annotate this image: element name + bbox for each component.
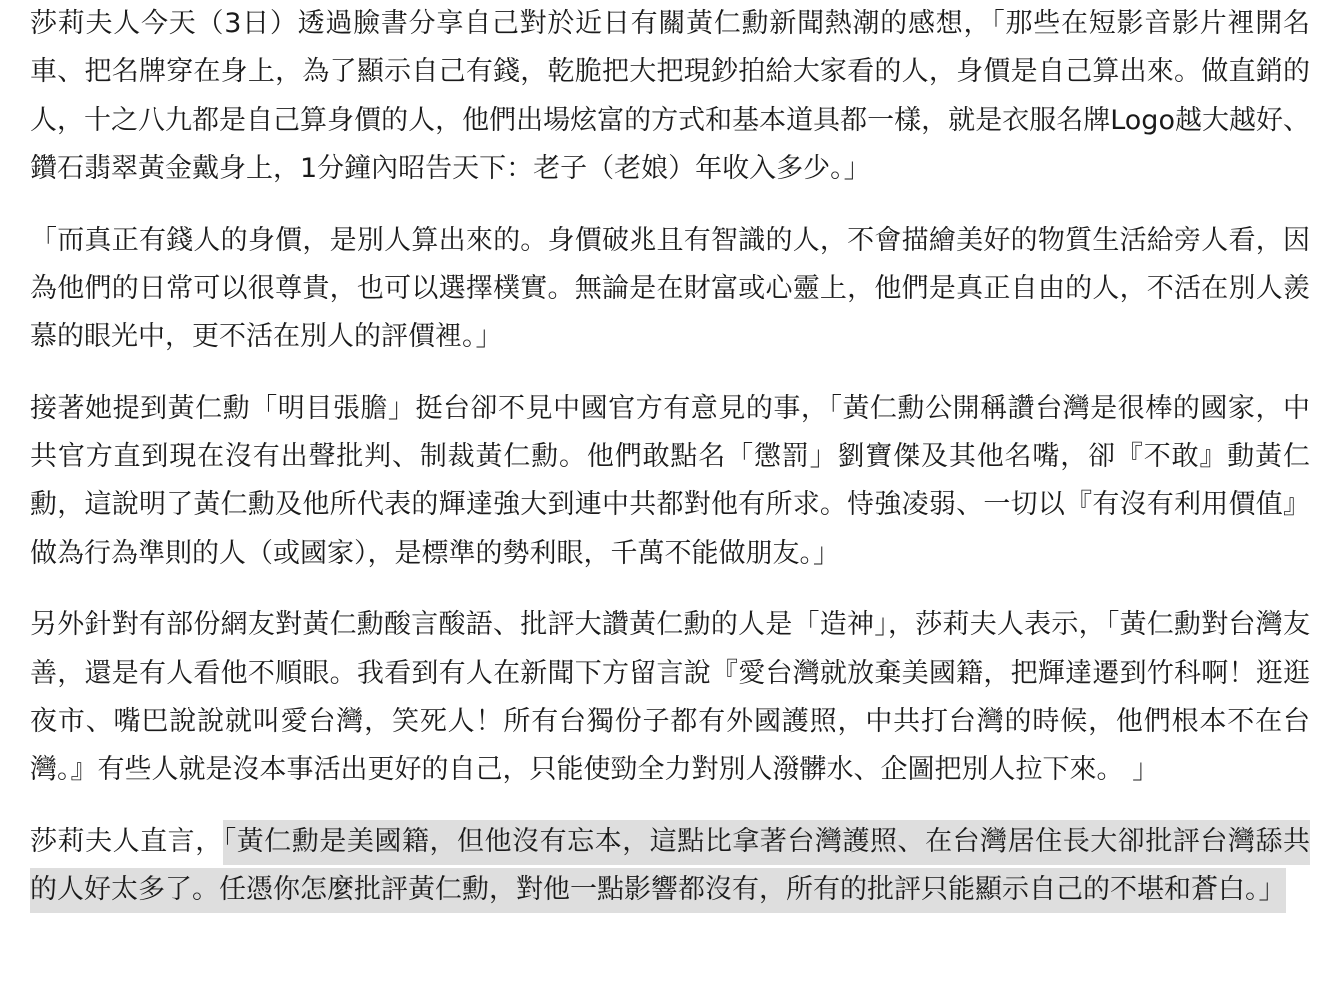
paragraph-3: 接著她提到黃仁勳「明目張膽」挺台卻不見中國官方有意見的事，「黃仁勳公開稱讚台灣是很棒的國家，中共官方直到現在沒有出聲批判、制裁黃仁勳。他們敢點名「懲罰」劉寶傑及其他名嘴，卻『不敢』動黃仁勳，這說明了黃仁勳及他所代表的輝達強大到連中共都對他有所求。恃強凌弱、一切以『有沒有利用價值』做為行為準則的人（或國家），是標準的勢利眼，千萬不能做朋友。」 bbox=[30, 392, 1310, 569]
paragraph-5 bbox=[30, 818, 1310, 915]
paragraph-4: 另外針對有部份網友對黃仁勳酸言酸語、批評大讚黃仁勳的人是「造神」，莎莉夫人表示，「黃仁勳對台灣友善，還是有人看他不順眼。我看到有人在新聞下方留言說『愛台灣就放棄美國籍，把輝達遷到竹科啊！逛逛夜市、嘴巴說說就叫愛台灣，笑死人！所有台獨份子都有外國護照，中共打台灣的時候，他們根本不在台灣。』有些人就是沒本事活出更好的自己，只能使勁全力對別人潑髒水、企圖把別人拉下來。 」 bbox=[30, 609, 1310, 786]
paragraph-1: 莎莉夫人今天（3日）透過臉書分享自己對於近日有關黃仁勳新聞熱潮的感想，「那些在短影音影片裡開名車、把名牌穿在身上，為了顯示自己有錢，乾脆把大把現鈔拍給大家看的人，身價是自己算出來。做直銷的人，十之八九都是自己算身價的人，他們出場炫富的方式和基本道具都一樣，就是衣服名牌Logo越大越好、鑽石翡翠黃金戴身上，1分鐘內昭告天下：老子（老娘）年收入多少。」 bbox=[30, 8, 1310, 184]
paragraph-5-lead: 莎莉夫人直言， bbox=[30, 826, 223, 858]
paragraph-2: 「而真正有錢人的身價，是別人算出來的。身價破兆且有智識的人，不會描繪美好的物質生活給旁人看，因為他們的日常可以很尊貴，也可以選擇樸實。無論是在財富或心靈上，他們是真正自由的人，不活在別人羨慕的眼光中，更不活在別人的評價裡。」 bbox=[30, 224, 1310, 353]
highlighted-quote: 「黃仁勳是美國籍，但他沒有忘本，這點比拿著台灣護照、在台灣居住長大卻批評台灣舔共的人好太多了。任憑你怎麼批評黃仁勳，對他一點影響都沒有，所有的批評只能顯示自己的不堪和蒼白。」 bbox=[30, 820, 1310, 913]
article-body bbox=[30, 0, 1310, 938]
